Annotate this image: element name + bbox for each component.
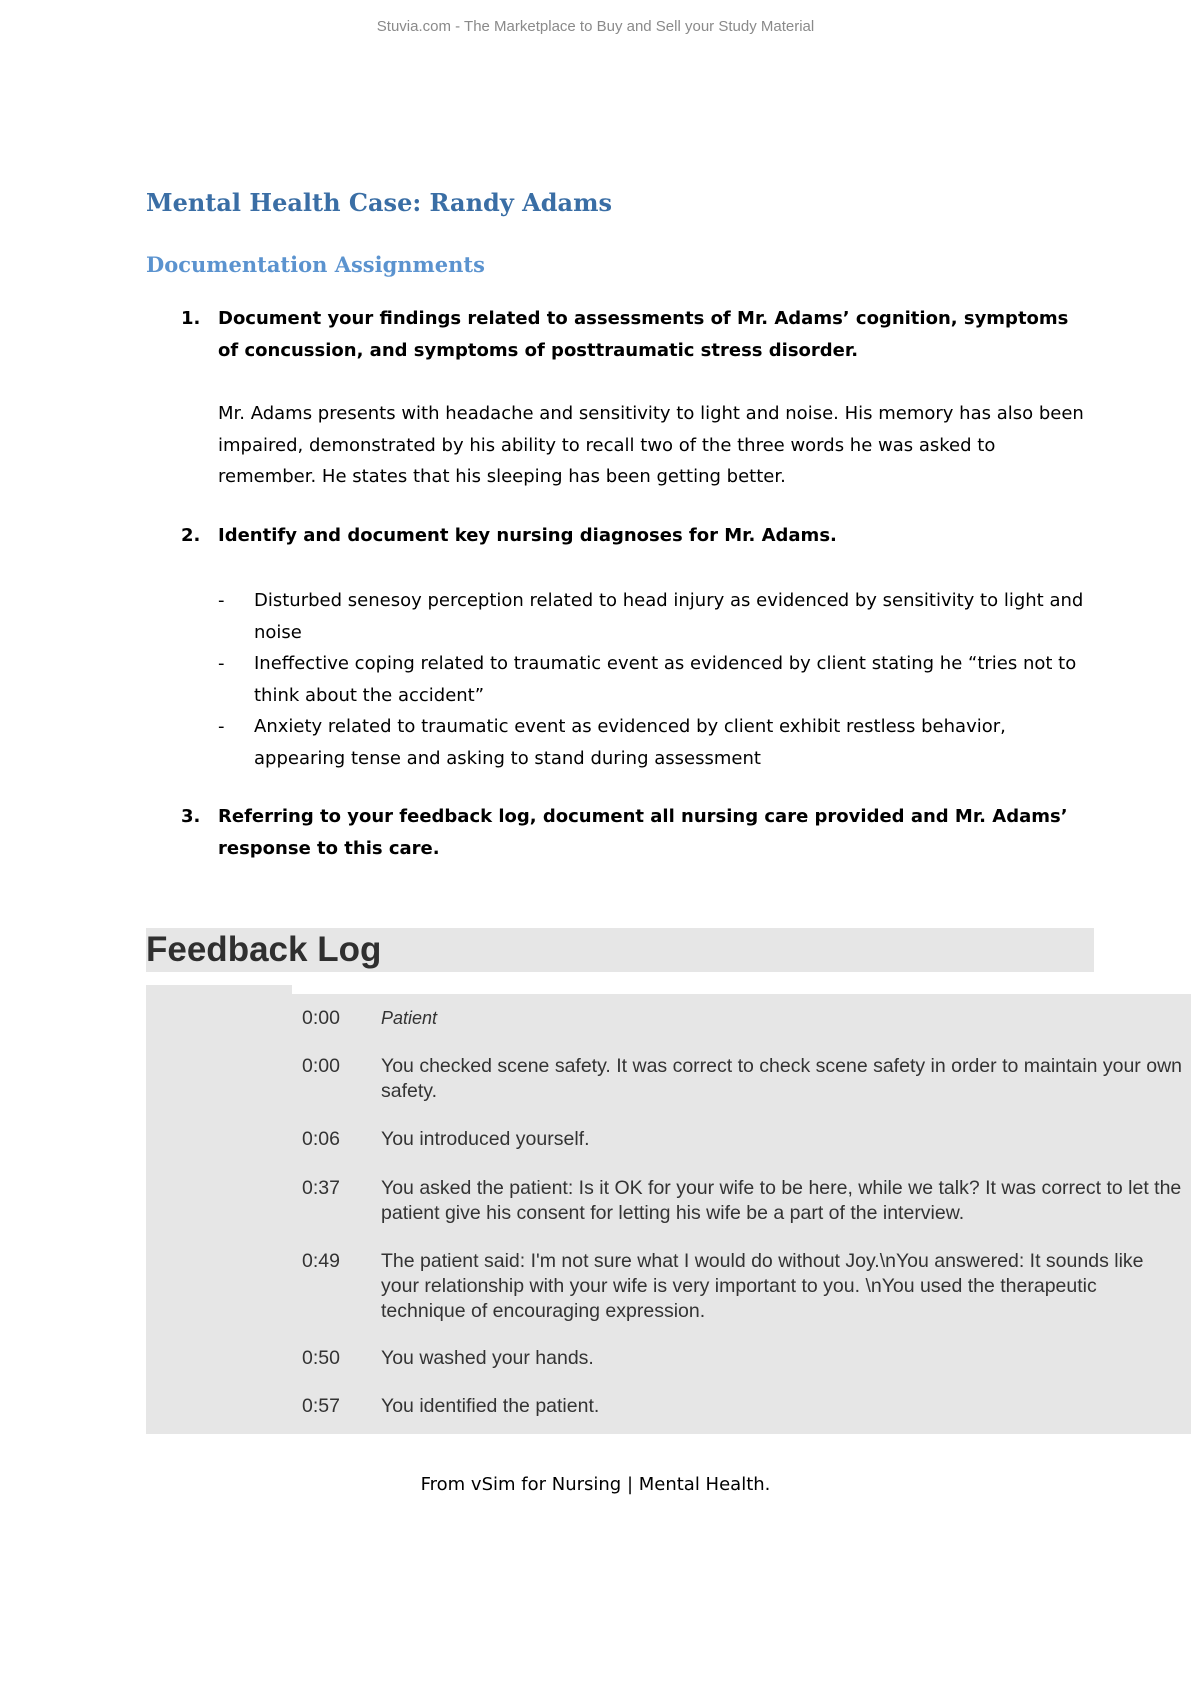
bullet-dash: - [218,653,225,674]
watermark-text: Stuvia.com - The Marketplace to Buy and Sell your Study Material [376,18,815,35]
log-text: You washed your hands. [381,1347,594,1369]
log-time: 0:06 [302,1128,340,1150]
log-time: 0:50 [302,1347,340,1369]
log-time: 0:57 [302,1395,340,1417]
question-number: 3. [181,806,201,827]
question-text: Document your findings related to assessments of Mr. Adams’ cognition, symptoms of concussion, and symptoms of posttraumatic stress disorder. [218,308,1069,361]
section-heading: Documentation Assignments [146,252,485,277]
bullet-dash: - [218,716,225,737]
log-text: You identified the patient. [381,1395,600,1417]
diagnosis-text: Ineffective coping related to traumatic event as evidenced by client stating he “tries not to think about the accident” [254,653,1077,706]
bullet-dash: - [218,590,225,611]
log-text: Patient [381,1008,438,1028]
log-time: 0:00 [302,1007,340,1029]
log-text: You checked scene safety. It was correct to check scene safety in order to maintain your own safety. [381,1055,1182,1102]
question-text: Identify and document key nursing diagnoses for Mr. Adams. [218,525,837,546]
log-text: You introduced yourself. [381,1128,590,1150]
log-time: 0:49 [302,1250,340,1272]
list-item [218,585,1098,648]
answer-1: Mr. Adams presents with headache and sensitivity to light and noise. His memory has also been impaired, demonstrated by his ability to recall two of the three words he was asked to remember. He states that his sleeping has been getting better. [218,403,1084,487]
log-time: 0:00 [302,1055,340,1077]
diagnosis-text: Disturbed senesoy perception related to head injury as evidenced by sensitivity to light and noise [254,590,1084,643]
question-3 [181,801,1081,865]
page-title: Mental Health Case: Randy Adams [146,188,612,217]
diagnosis-text: Anxiety related to traumatic event as evidenced by client exhibit restless behavior, appearing tense and asking to stand during assessment [254,716,1006,769]
question-number: 1. [181,308,201,329]
question-1 [181,303,1081,367]
log-text: The patient said: I'm not sure what I would do without Joy.\nYou answered: It sounds like your relationship with your wife is very important to you. \nYou used the therapeutic technique of encouraging expression. [381,1250,1144,1322]
diagnoses-list [218,585,1098,774]
log-text: You asked the patient: Is it OK for your wife to be here, while we talk? It was correct to let the patient give his consent for letting his wife be a part of the interview. [381,1177,1182,1224]
list-item [218,711,1098,774]
question-number: 2. [181,525,201,546]
question-2 [181,520,1081,552]
feedback-log-title: Feedback Log [146,930,382,969]
feedback-log-panel [146,994,1191,1434]
page-footer: From vSim for Nursing | Mental Health. [420,1474,771,1495]
list-item [218,648,1098,711]
question-text: Referring to your feedback log, document all nursing care provided and Mr. Adams’ response to this care. [218,806,1068,859]
log-time: 0:37 [302,1177,340,1199]
